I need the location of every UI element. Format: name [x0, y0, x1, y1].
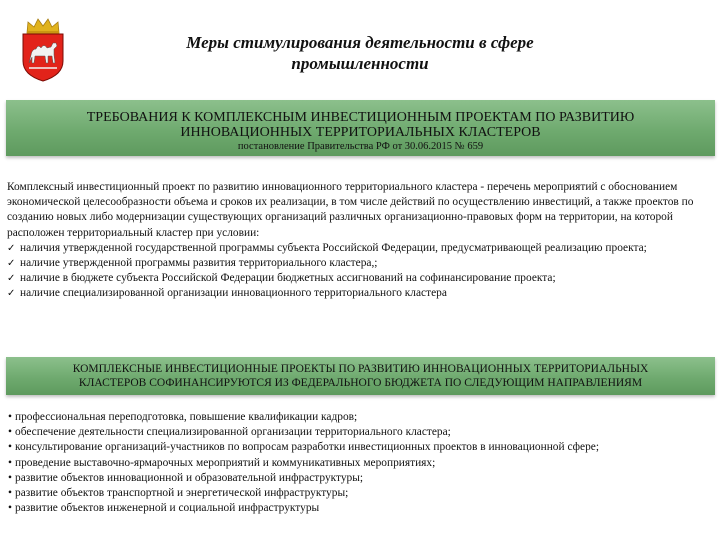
requirements-banner — [6, 100, 715, 156]
condition-text: наличия утвержденной государственной программы субъекта Российской Федерации, предусматривающей реализацию проекта; — [20, 241, 647, 254]
requirements-title-line1: ТРЕБОВАНИЯ К КОМПЛЕКСНЫМ ИНВЕСТИЦИОННЫМ ПРОЕКТАМ ПО РАЗВИТИЮ — [86, 110, 635, 125]
condition-text: наличие специализированной организации инновационного территориального кластера — [20, 287, 447, 300]
direction-text: обеспечение деятельности специализированной организации территориального кластера; — [15, 426, 451, 439]
page-title-line1: Меры стимулирования деятельности в сфере — [186, 33, 534, 52]
requirements-section — [7, 180, 715, 302]
condition-text: наличие в бюджете субъекта Российской Федерации бюджетных ассигнований на софинансирование проекта; — [20, 272, 556, 285]
financing-title-line2: КЛАСТЕРОВ СОФИНАНСИРУЮТСЯ ИЗ ФЕДЕРАЛЬНОГО БЮДЖЕТА ПО СЛЕДУЮЩИМ НАПРАВЛЕНИЯМ — [78, 377, 643, 389]
financing-directions-list — [8, 410, 716, 516]
chelyabinsk-coat-of-arms-icon — [17, 13, 69, 83]
check-icon: ✓ — [7, 258, 16, 270]
direction-text: профессиональная переподготовка, повышение квалификации кадров; — [15, 411, 358, 423]
direction-item — [8, 456, 716, 471]
check-icon: ✓ — [7, 273, 16, 285]
direction-item — [8, 501, 716, 516]
condition-text: наличие утвержденной программы развития территориального кластера,; — [20, 257, 378, 270]
bullet-icon: • — [8, 471, 12, 484]
direction-item — [8, 440, 716, 455]
crown-icon — [27, 19, 59, 34]
direction-item — [8, 425, 716, 440]
requirements-body: Комплексный инвестиционный проект по развитию инновационного территориального кластера - перечень мероприятий с обоснованием экономической целесообразности объема и сроков их реализации, в том числе действий по осуществлению инвестиций, а также проектов по созданию новых либо модернизации существующих организаций различных организационно-правовых форм на территории, на которой расположен территориальный кластер при условии: — [7, 181, 694, 239]
condition-item — [7, 241, 715, 256]
direction-item — [8, 471, 716, 486]
bullet-icon: • — [8, 487, 12, 500]
direction-text: проведение выставочно-ярмарочных мероприятий и коммуникативных мероприятиях; — [15, 456, 436, 469]
requirements-subtitle: постановление Правительства РФ от 30.06.2015 № 659 — [237, 141, 484, 152]
check-icon: ✓ — [7, 242, 16, 254]
financing-banner — [6, 357, 715, 395]
condition-item — [7, 286, 715, 301]
financing-title-line1: КОМПЛЕКСНЫЕ ИНВЕСТИЦИОННЫЕ ПРОЕКТЫ ПО РАЗВИТИЮ ИННОВАЦИОННЫХ ТЕРРИТОРИАЛЬНЫХ — [72, 363, 649, 375]
shield-icon — [23, 34, 63, 81]
conditions-list — [7, 241, 715, 302]
bullet-icon: • — [8, 441, 12, 454]
direction-text: развитие объектов инновационной и образовательной инфраструктуры; — [15, 471, 364, 484]
bullet-icon: • — [8, 502, 12, 515]
bullet-icon: • — [8, 426, 12, 439]
check-icon: ✓ — [7, 288, 16, 300]
direction-text: развитие объектов инженерной и социальной инфраструктуры — [15, 502, 320, 515]
page-title-line2: промышленности — [291, 54, 429, 73]
page-title — [110, 32, 610, 74]
bullet-icon: • — [8, 411, 12, 423]
condition-item — [7, 271, 715, 286]
direction-item — [8, 486, 716, 501]
requirements-title-line2: ИННОВАЦИОННЫХ ТЕРРИТОРИАЛЬНЫХ КЛАСТЕРОВ — [180, 125, 541, 140]
requirements-banner-title — [6, 100, 715, 140]
bullet-icon: • — [8, 456, 12, 469]
direction-text: развитие объектов транспортной и энергетической инфраструктуры; — [15, 487, 349, 500]
condition-item — [7, 256, 715, 271]
direction-text: консультирование организаций-участников по вопросам разработки инвестиционных проектов в инновационной сфере; — [15, 441, 599, 454]
financing-banner-title — [6, 357, 715, 390]
direction-item — [8, 410, 716, 425]
